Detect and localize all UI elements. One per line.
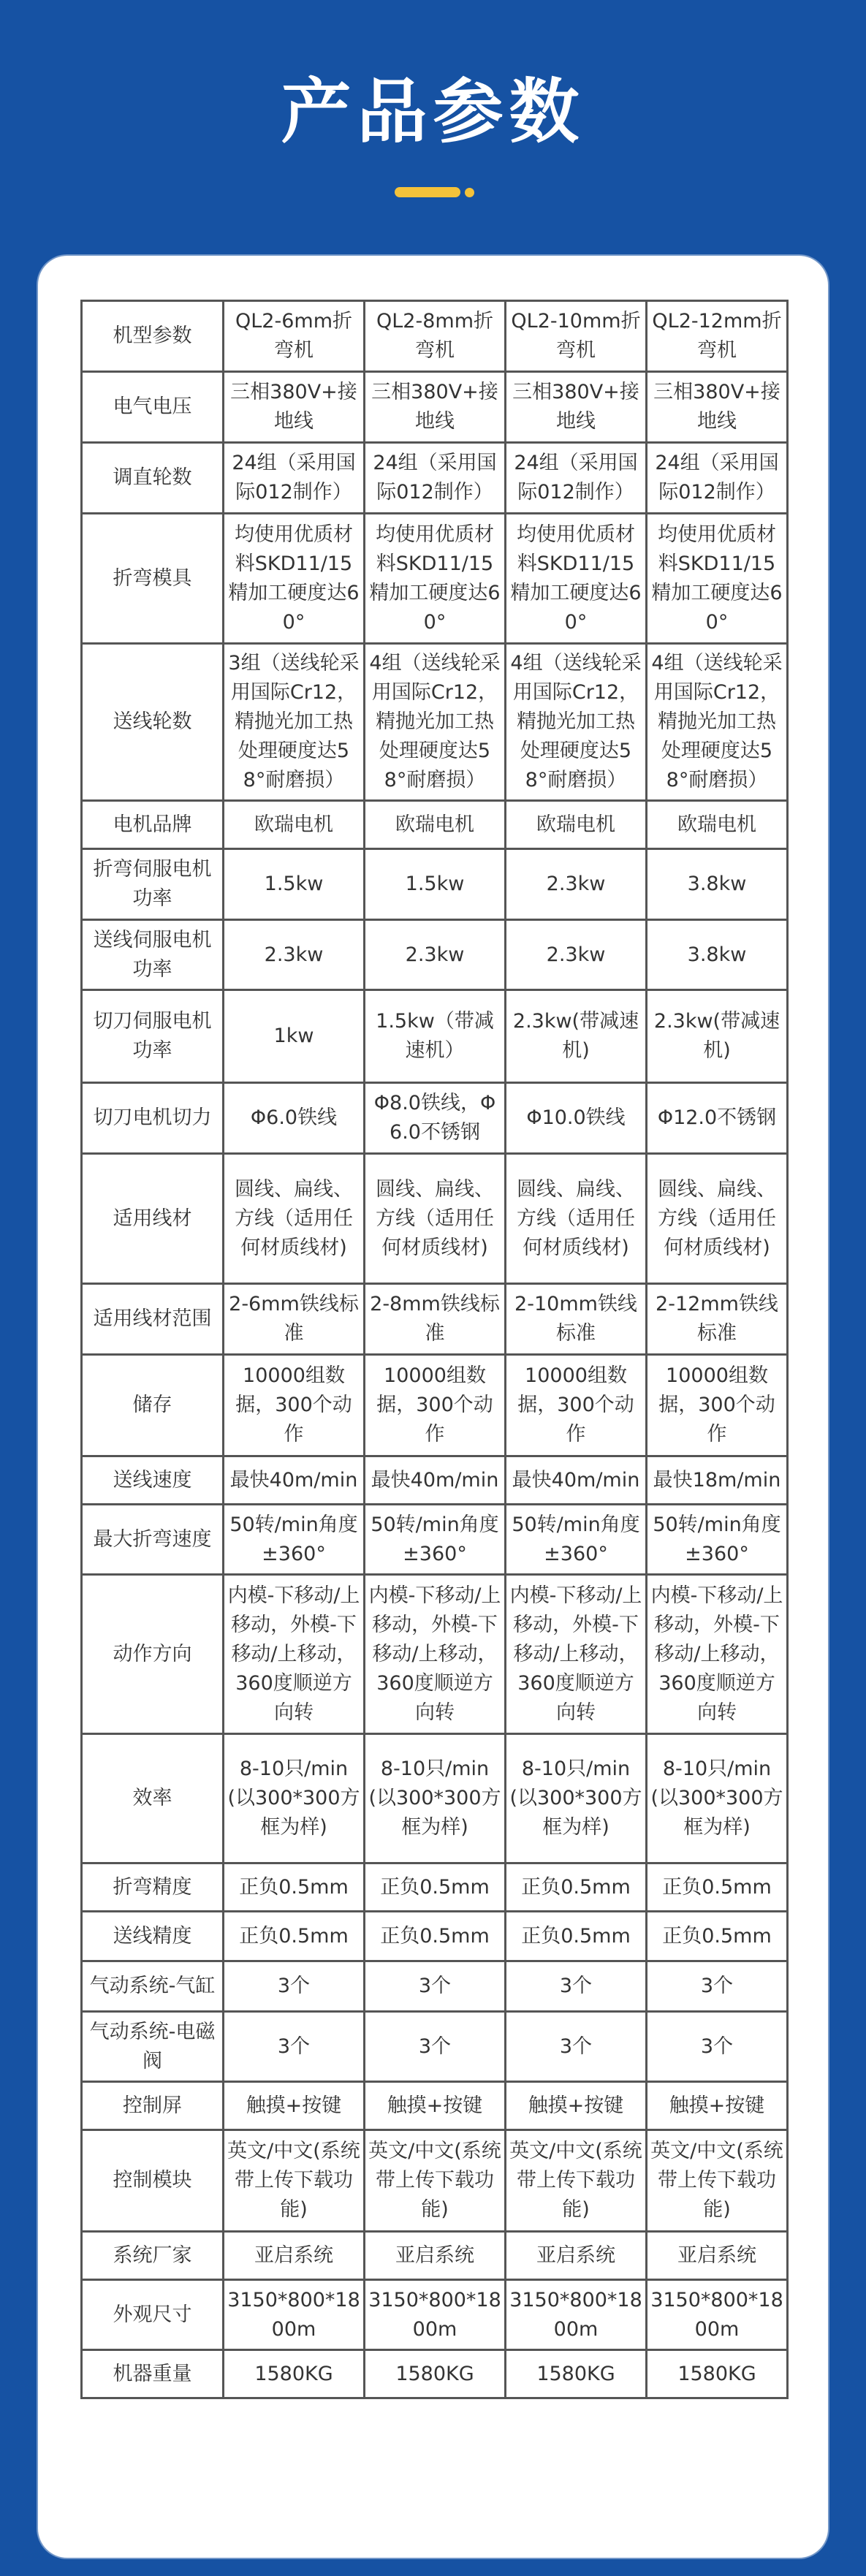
table-row: [82, 801, 788, 849]
table-cell: Φ8.0铁线，Φ6.0不锈钢: [365, 1083, 506, 1154]
table-row: [82, 1575, 788, 1734]
table-row: [82, 1734, 788, 1863]
table-row: [82, 849, 788, 920]
table-cell: 3个: [647, 1961, 788, 2012]
table-row: [82, 1863, 788, 1912]
table-cell: 4组（送线轮采用国际Cr12，精抛光加工热处理硬度达58°耐磨损）: [647, 644, 788, 801]
table-cell: 最快40m/min: [365, 1456, 506, 1505]
table-cell: 2-10mm铁线标准: [506, 1284, 647, 1355]
table-row: [82, 920, 788, 990]
table-cell: 1580KG: [224, 2350, 365, 2398]
table-cell: 英文/中文(系统带上传下载功能): [365, 2130, 506, 2232]
table-cell: 2.3kw: [506, 920, 647, 990]
table-row: [82, 1355, 788, 1456]
row-label: 最大折弯速度: [82, 1505, 224, 1575]
row-label: 机型参数: [82, 301, 224, 372]
table-row: [82, 443, 788, 514]
table-cell: 2-6mm铁线标准: [224, 1284, 365, 1355]
table-cell: 3个: [365, 1961, 506, 2012]
table-row: [82, 301, 788, 372]
table-cell: 最快40m/min: [224, 1456, 365, 1505]
table-row: [82, 1912, 788, 1961]
table-cell: 三相380V+接地线: [224, 372, 365, 443]
table-cell: 正负0.5mm: [506, 1863, 647, 1912]
table-cell: 1kw: [224, 990, 365, 1083]
table-cell: 正负0.5mm: [647, 1863, 788, 1912]
table-cell: 英文/中文(系统带上传下载功能): [224, 2130, 365, 2232]
row-label: 送线速度: [82, 1456, 224, 1505]
spec-card: [38, 256, 828, 2558]
table-cell: 50转/min角度±360°: [647, 1505, 788, 1575]
table-cell: 8-10只/min(以300*300方框为样): [506, 1734, 647, 1863]
row-label: 送线伺服电机功率: [82, 920, 224, 990]
row-label: 外观尺寸: [82, 2280, 224, 2350]
table-cell: 圆线、扁线、方线（适用任何材质线材): [224, 1154, 365, 1284]
table-cell: 3150*800*1800m: [647, 2280, 788, 2350]
row-label: 气动系统-气缸: [82, 1961, 224, 2012]
table-cell: Φ10.0铁线: [506, 1083, 647, 1154]
table-row: [82, 2350, 788, 2398]
table-row: [82, 1961, 788, 2012]
table-cell: 10000组数据，300个动作: [647, 1355, 788, 1456]
row-label: 控制模块: [82, 2130, 224, 2232]
table-cell: 3个: [647, 2012, 788, 2082]
row-label: 动作方向: [82, 1575, 224, 1734]
table-cell: 英文/中文(系统带上传下载功能): [506, 2130, 647, 2232]
table-cell: 欧瑞电机: [647, 801, 788, 849]
table-cell: 1.5kw: [224, 849, 365, 920]
table-cell: 圆线、扁线、方线（适用任何材质线材): [365, 1154, 506, 1284]
table-cell: 欧瑞电机: [224, 801, 365, 849]
table-cell: 触摸+按键: [224, 2082, 365, 2130]
table-row: [82, 514, 788, 644]
row-label: 折弯精度: [82, 1863, 224, 1912]
table-cell: 内模-下移动/上移动，外模-下移动/上移动，360度顺逆方向转: [506, 1575, 647, 1734]
table-cell: 2-8mm铁线标准: [365, 1284, 506, 1355]
table-cell: 3个: [506, 2012, 647, 2082]
table-cell: Φ12.0不锈钢: [647, 1083, 788, 1154]
table-cell: 4组（送线轮采用国际Cr12，精抛光加工热处理硬度达58°耐磨损）: [506, 644, 647, 801]
table-cell: 3个: [224, 2012, 365, 2082]
table-cell: 欧瑞电机: [506, 801, 647, 849]
row-label: 适用线材: [82, 1154, 224, 1284]
table-cell: 欧瑞电机: [365, 801, 506, 849]
table-cell: 2-12mm铁线标准: [647, 1284, 788, 1355]
table-cell: 10000组数据，300个动作: [506, 1355, 647, 1456]
table-row: [82, 1154, 788, 1284]
table-cell: 2.3kw: [506, 849, 647, 920]
table-cell: 2.3kw(带减速机): [506, 990, 647, 1083]
row-label: 切刀电机切力: [82, 1083, 224, 1154]
table-row: [82, 2012, 788, 2082]
table-cell: 正负0.5mm: [365, 1863, 506, 1912]
table-cell: 8-10只/min(以300*300方框为样): [647, 1734, 788, 1863]
table-cell: 均使用优质材料SKD11/15精加工硬度达60°: [647, 514, 788, 644]
table-cell: 8-10只/min(以300*300方框为样): [224, 1734, 365, 1863]
table-cell: 24组（采用国际012制作）: [224, 443, 365, 514]
table-cell: 正负0.5mm: [224, 1863, 365, 1912]
row-label: 气动系统-电磁阀: [82, 2012, 224, 2082]
table-cell: Φ6.0铁线: [224, 1083, 365, 1154]
table-cell: 1580KG: [506, 2350, 647, 2398]
table-cell: 亚启系统: [224, 2232, 365, 2280]
table-cell: 50转/min角度±360°: [506, 1505, 647, 1575]
table-cell: 3150*800*1800m: [365, 2280, 506, 2350]
table-cell: 三相380V+接地线: [365, 372, 506, 443]
row-label: 储存: [82, 1355, 224, 1456]
table-row: [82, 990, 788, 1083]
table-cell: 触摸+按键: [365, 2082, 506, 2130]
row-label: 折弯伺服电机功率: [82, 849, 224, 920]
table-cell: QL2-6mm折弯机: [224, 301, 365, 372]
table-cell: 均使用优质材料SKD11/15精加工硬度达60°: [506, 514, 647, 644]
table-cell: 均使用优质材料SKD11/15精加工硬度达60°: [365, 514, 506, 644]
table-row: [82, 2130, 788, 2232]
table-cell: 三相380V+接地线: [506, 372, 647, 443]
table-row: [82, 644, 788, 801]
row-label: 效率: [82, 1734, 224, 1863]
table-cell: 1580KG: [647, 2350, 788, 2398]
table-cell: 触摸+按键: [647, 2082, 788, 2130]
table-cell: 3150*800*1800m: [224, 2280, 365, 2350]
row-label: 系统厂家: [82, 2232, 224, 2280]
table-cell: 正负0.5mm: [365, 1912, 506, 1961]
table-cell: QL2-10mm折弯机: [506, 301, 647, 372]
table-cell: 均使用优质材料SKD11/15精加工硬度达60°: [224, 514, 365, 644]
title-underline: [395, 187, 460, 197]
table-cell: 正负0.5mm: [506, 1912, 647, 1961]
row-label: 适用线材范围: [82, 1284, 224, 1355]
table-cell: 8-10只/min(以300*300方框为样): [365, 1734, 506, 1863]
table-cell: QL2-12mm折弯机: [647, 301, 788, 372]
table-cell: 2.3kw: [224, 920, 365, 990]
table-cell: 3150*800*1800m: [506, 2280, 647, 2350]
table-cell: 圆线、扁线、方线（适用任何材质线材): [506, 1154, 647, 1284]
table-cell: 内模-下移动/上移动，外模-下移动/上移动，360度顺逆方向转: [647, 1575, 788, 1734]
table-cell: 英文/中文(系统带上传下载功能): [647, 2130, 788, 2232]
table-cell: 50转/min角度±360°: [224, 1505, 365, 1575]
table-cell: 50转/min角度±360°: [365, 1505, 506, 1575]
table-cell: 1.5kw: [365, 849, 506, 920]
row-label: 控制屏: [82, 2082, 224, 2130]
table-row: [82, 1456, 788, 1505]
row-label: 机器重量: [82, 2350, 224, 2398]
table-cell: 3.8kw: [647, 920, 788, 990]
table-cell: 3组（送线轮采用国际Cr12，精抛光加工热处理硬度达58°耐磨损）: [224, 644, 365, 801]
table-cell: 内模-下移动/上移动，外模-下移动/上移动，360度顺逆方向转: [365, 1575, 506, 1734]
row-label: 折弯模具: [82, 514, 224, 644]
table-cell: 正负0.5mm: [647, 1912, 788, 1961]
table-cell: 10000组数据，300个动作: [365, 1355, 506, 1456]
table-cell: 3个: [365, 2012, 506, 2082]
row-label: 电气电压: [82, 372, 224, 443]
table-cell: 1.5kw（带减速机）: [365, 990, 506, 1083]
table-cell: 24组（采用国际012制作）: [506, 443, 647, 514]
table-row: [82, 372, 788, 443]
table-row: [82, 2280, 788, 2350]
row-label: 送线精度: [82, 1912, 224, 1961]
row-label: 送线轮数: [82, 644, 224, 801]
table-cell: 最快18m/min: [647, 1456, 788, 1505]
table-cell: 三相380V+接地线: [647, 372, 788, 443]
table-cell: 亚启系统: [506, 2232, 647, 2280]
table-cell: 1580KG: [365, 2350, 506, 2398]
table-cell: 3.8kw: [647, 849, 788, 920]
table-row: [82, 1284, 788, 1355]
table-row: [82, 1083, 788, 1154]
page-title: 产品参数: [281, 71, 585, 153]
table-cell: 正负0.5mm: [224, 1912, 365, 1961]
table-row: [82, 1505, 788, 1575]
table-cell: 亚启系统: [365, 2232, 506, 2280]
table-cell: 2.3kw(带减速机): [647, 990, 788, 1083]
row-label: 调直轮数: [82, 443, 224, 514]
table-cell: 3个: [224, 1961, 365, 2012]
table-cell: 圆线、扁线、方线（适用任何材质线材): [647, 1154, 788, 1284]
table-cell: 4组（送线轮采用国际Cr12，精抛光加工热处理硬度达58°耐磨损）: [365, 644, 506, 801]
row-label: 切刀伺服电机功率: [82, 990, 224, 1083]
table-cell: 最快40m/min: [506, 1456, 647, 1505]
table-cell: 触摸+按键: [506, 2082, 647, 2130]
table-cell: 10000组数据，300个动作: [224, 1355, 365, 1456]
table-cell: 24组（采用国际012制作）: [365, 443, 506, 514]
table-cell: 亚启系统: [647, 2232, 788, 2280]
table-cell: 3个: [506, 1961, 647, 2012]
table-cell: 内模-下移动/上移动，外模-下移动/上移动，360度顺逆方向转: [224, 1575, 365, 1734]
table-cell: QL2-8mm折弯机: [365, 301, 506, 372]
table-cell: 24组（采用国际012制作）: [647, 443, 788, 514]
table-row: [82, 2082, 788, 2130]
title-dot: [465, 188, 474, 197]
spec-table-body: [82, 301, 788, 2398]
spec-table: [80, 300, 789, 2399]
row-label: 电机品牌: [82, 801, 224, 849]
table-cell: 2.3kw: [365, 920, 506, 990]
table-row: [82, 2232, 788, 2280]
